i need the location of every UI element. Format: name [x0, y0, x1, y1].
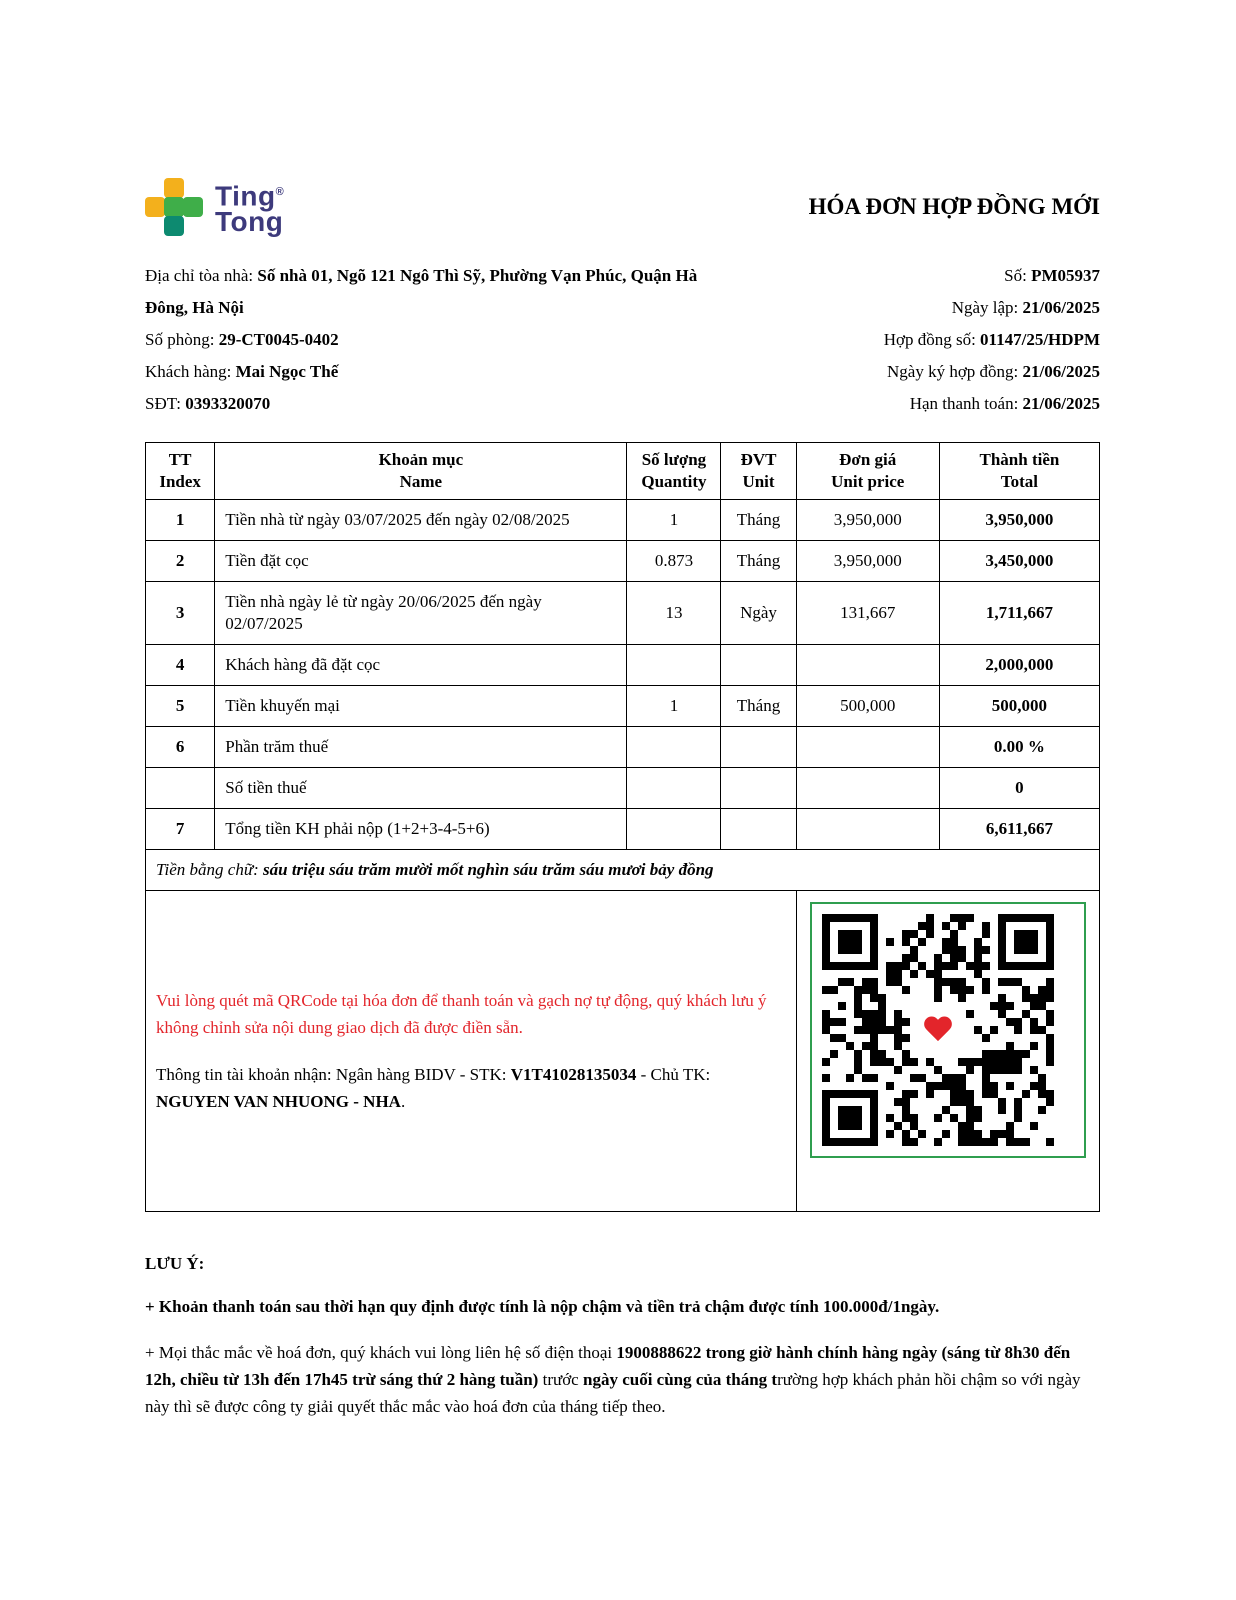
registered-mark-icon: ®: [275, 185, 285, 198]
invoice-number-value: PM05937: [1031, 266, 1100, 285]
qr-code: [822, 914, 1054, 1146]
sign-date-line: [884, 356, 1100, 388]
cell-index: 5: [146, 686, 215, 727]
table-header-row: [146, 443, 1100, 500]
table-row: [146, 500, 1100, 541]
logo-square-center: [164, 197, 184, 217]
table-head: [146, 443, 1100, 500]
cell-quantity: 1: [627, 686, 721, 727]
col-header-index-vi: TT: [168, 450, 192, 469]
brand-line2: Tong: [215, 206, 284, 238]
cell-total: 500,000: [939, 686, 1099, 727]
note-contact-mid: trước: [538, 1370, 583, 1389]
logo-square-top: [164, 178, 184, 198]
due-date-value: 21/06/2025: [1022, 394, 1100, 413]
table-row: [146, 768, 1100, 809]
cell-unit-price: 3,950,000: [796, 541, 939, 582]
table-row: [146, 541, 1100, 582]
logo-square-right: [183, 197, 203, 217]
issue-date-label: Ngày lập:: [951, 298, 1023, 317]
sign-date-label: Ngày ký hợp đồng:: [887, 362, 1023, 381]
note-contact-prefix: + Mọi thắc mắc về hoá đơn, quý khách vui lòng liên hệ số điện thoại: [145, 1343, 617, 1362]
note-contact: [145, 1339, 1100, 1420]
col-header-unit-vi: ĐVT: [740, 450, 777, 469]
amount-in-words-label: Tiền bằng chữ:: [156, 860, 264, 879]
room-value: 29-CT0045-0402: [218, 330, 339, 349]
cell-unit-price: 500,000: [796, 686, 939, 727]
phone-line: [145, 388, 705, 420]
customer-label: Khách hàng:: [145, 362, 236, 381]
cell-unit-price: [796, 645, 939, 686]
phone-value: 0393320070: [185, 394, 271, 413]
cell-quantity: 13: [627, 582, 721, 645]
cell-quantity: 1: [627, 500, 721, 541]
account-holder: NGUYEN VAN NHUONG - NHA: [156, 1092, 401, 1111]
cell-unit: [721, 809, 796, 850]
cell-unit: [721, 645, 796, 686]
col-header-quantity-en: Quantity: [641, 472, 707, 491]
cell-name: Phần trăm thuế: [215, 727, 627, 768]
phone-label: SĐT:: [145, 394, 186, 413]
col-header-unit-price: [796, 443, 939, 500]
note-contact-deadline: ngày cuối cùng của tháng t: [582, 1370, 778, 1389]
customer-value: Mai Ngọc Thế: [235, 362, 339, 381]
amount-in-words: [146, 850, 1100, 891]
payment-row: [146, 891, 1100, 1212]
col-header-unit-en: Unit: [742, 472, 775, 491]
account-mid: - Chủ TK:: [636, 1065, 711, 1084]
cell-index: 6: [146, 727, 215, 768]
brand-line1: Ting: [215, 180, 276, 212]
col-header-total: [939, 443, 1099, 500]
col-header-unit: [721, 443, 796, 500]
cell-index: 2: [146, 541, 215, 582]
qr-warning-text: Vui lòng quét mã QRCode tại hóa đơn để thanh toán và gạch nợ tự động, quý khách lưu ý không chỉnh sửa nội dung giao dịch đã được điền sẵn.: [156, 991, 767, 1037]
table-row: [146, 686, 1100, 727]
col-header-name: [215, 443, 627, 500]
account-suffix: .: [400, 1092, 406, 1111]
cell-total: 0.00 %: [939, 727, 1099, 768]
cell-total: 3,450,000: [939, 541, 1099, 582]
cell-index: [146, 768, 215, 809]
cell-name: Tiền nhà ngày lẻ từ ngày 20/06/2025 đến ngày 02/07/2025: [215, 582, 627, 645]
note-contact-suffix: rường hợp khách phản hồi chậm so với ngày này thì sẽ được công ty giải quyết thắc mắc vào hoá đơn của tháng tiếp theo.: [145, 1370, 1081, 1416]
due-date-label: Hạn thanh toán:: [909, 394, 1023, 413]
cell-quantity: [627, 809, 721, 850]
cell-total: 0: [939, 768, 1099, 809]
cell-unit: Tháng: [721, 500, 796, 541]
address-value: Số nhà 01, Ngõ 121 Ngô Thì Sỹ, Phường Vạn Phúc, Quận Hà Đông, Hà Nội: [145, 266, 698, 317]
note-late-payment-text: + Khoản thanh toán sau thời hạn quy định được tính là nộp chậm và tiền trả chậm được tính 100.000đ/1ngày.: [145, 1297, 940, 1316]
payment-info-cell: [146, 891, 797, 1212]
notes-title: LƯU Ý:: [145, 1254, 205, 1273]
contract-number-line: [884, 324, 1100, 356]
cell-total: 3,950,000: [939, 500, 1099, 541]
tingtong-logo: [145, 178, 284, 236]
contract-number-label: Hợp đồng số:: [883, 330, 981, 349]
col-header-name-vi: Khoản mục: [378, 450, 464, 469]
col-header-total-vi: Thành tiền: [979, 450, 1060, 469]
invoice-number-line: [884, 260, 1100, 292]
invoice-info: [145, 260, 1100, 420]
col-header-name-en: Name: [399, 472, 443, 491]
invoice-info-right: [884, 260, 1100, 420]
cell-name: Tổng tiền KH phải nộp (1+2+3-4-5+6): [215, 809, 627, 850]
cell-total: 6,611,667: [939, 809, 1099, 850]
cell-name: Khách hàng đã đặt cọc: [215, 645, 627, 686]
header: [145, 178, 1100, 236]
qr-center-logo: [914, 1008, 962, 1052]
sign-date-value: 21/06/2025: [1022, 362, 1100, 381]
cell-index: 7: [146, 809, 215, 850]
amount-in-words-row: [146, 850, 1100, 891]
cell-name: Số tiền thuế: [215, 768, 627, 809]
table-row: [146, 582, 1100, 645]
due-date-line: [884, 388, 1100, 420]
account-prefix: Thông tin tài khoản nhận: Ngân hàng BIDV - STK:: [156, 1065, 511, 1084]
cell-index: 1: [146, 500, 215, 541]
tingtong-plus-icon: [145, 178, 203, 236]
brand-name: [215, 179, 285, 238]
customer-line: [145, 356, 705, 388]
cell-quantity: [627, 768, 721, 809]
cell-unit: [721, 768, 796, 809]
cell-name: Tiền đặt cọc: [215, 541, 627, 582]
col-header-index: [146, 443, 215, 500]
qr-frame: [810, 902, 1086, 1158]
invoice-table: [145, 442, 1100, 1212]
note-late-payment: [145, 1293, 1100, 1320]
building-address-line: [145, 260, 705, 324]
account-number: V1T41028135034: [510, 1065, 637, 1084]
cell-unit: Tháng: [721, 686, 796, 727]
cell-unit-price: [796, 727, 939, 768]
logo-square-bottom: [164, 216, 184, 236]
cell-total: 1,711,667: [939, 582, 1099, 645]
room-number-line: [145, 324, 705, 356]
invoice-number-label: Số:: [1004, 266, 1032, 285]
invoice-title: HÓA ĐƠN HỢP ĐỒNG MỚI: [808, 194, 1100, 219]
cell-index: 3: [146, 582, 215, 645]
cell-total: 2,000,000: [939, 645, 1099, 686]
room-label: Số phòng:: [145, 330, 219, 349]
table-body: [146, 500, 1100, 1212]
issue-date-value: 21/06/2025: [1022, 298, 1100, 317]
notes-section: [145, 1254, 1100, 1420]
col-header-unit-price-vi: Đơn giá: [839, 450, 897, 469]
col-header-quantity-vi: Số lượng: [641, 450, 707, 469]
table-row: [146, 727, 1100, 768]
cell-unit-price: 131,667: [796, 582, 939, 645]
amount-in-words-value: sáu triệu sáu trăm mười mốt nghìn sáu trăm sáu mươi bảy đồng: [263, 860, 714, 879]
table-row: [146, 809, 1100, 850]
qr-cell: [796, 891, 1099, 1212]
cell-quantity: [627, 727, 721, 768]
cell-unit-price: [796, 768, 939, 809]
cell-unit: Tháng: [721, 541, 796, 582]
contract-number-value: 01147/25/HDPM: [980, 330, 1100, 349]
cell-quantity: 0.873: [627, 541, 721, 582]
cell-index: 4: [146, 645, 215, 686]
cell-unit-price: [796, 809, 939, 850]
logo-square-left: [145, 197, 165, 217]
cell-unit: Ngày: [721, 582, 796, 645]
col-header-total-en: Total: [1000, 472, 1039, 491]
note-contact-hotline: 1900888622 trong giờ hành chính hàng ngày (sáng từ 8h30 đến 12h, chiều từ 13h đến 17h45 trừ sáng thứ 2 hàng tuần): [145, 1343, 1071, 1389]
col-header-unit-price-en: Unit price: [831, 472, 905, 491]
col-header-index-en: Index: [159, 472, 201, 491]
cell-unit: [721, 727, 796, 768]
cell-name: Tiền nhà từ ngày 03/07/2025 đến ngày 02/08/2025: [215, 500, 627, 541]
cell-quantity: [627, 645, 721, 686]
issue-date-line: [884, 292, 1100, 324]
table-row: [146, 645, 1100, 686]
cell-name: Tiền khuyến mại: [215, 686, 627, 727]
heart-icon: [923, 1017, 953, 1044]
col-header-quantity: [627, 443, 721, 500]
address-label: Địa chỉ tòa nhà:: [145, 266, 258, 285]
receiving-account-text: [156, 1061, 786, 1115]
cell-unit-price: 3,950,000: [796, 500, 939, 541]
invoice-info-left: [145, 260, 705, 420]
